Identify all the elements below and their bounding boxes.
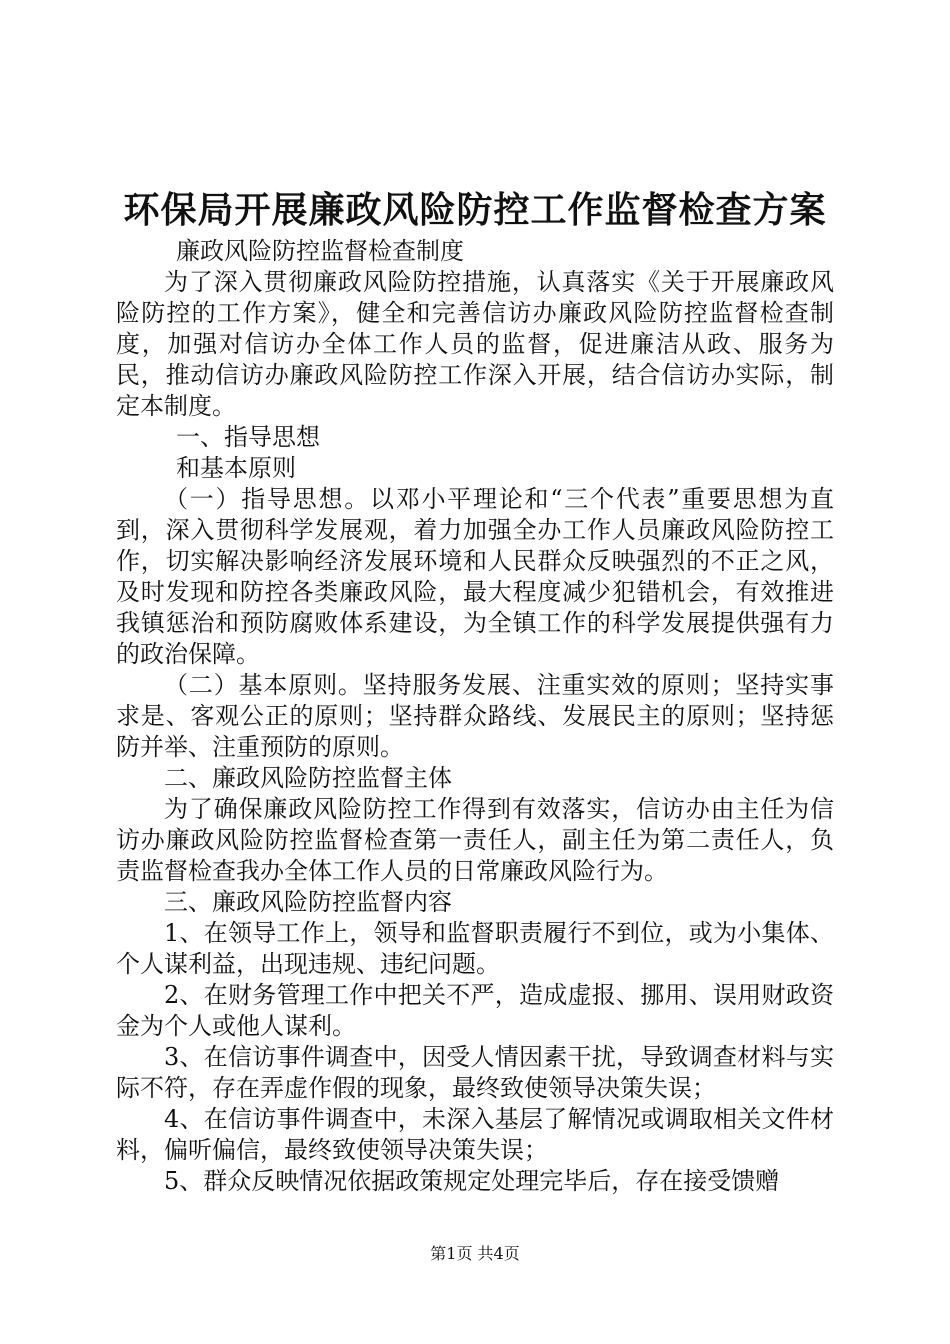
document-title: 环保局开展廉政风险防控工作监督检查方案: [123, 189, 827, 231]
document-body: [116, 236, 834, 1197]
paragraph-guiding-thought: （一）指导思想。以邓小平理论和“三个代表”重要思想为直到，深入贯彻科学发展观，着力加强全办工作人员廉政风险防控工作，切实解决影响经济发展环境和人民群众反映强烈的不正之风，及时发现和防控各类廉政风险，最大程度减少犯错机会，有效推进我镇惩治和预防腐败体系建设，为全镇工作的科学发展提供强有力的政治保障。: [116, 485, 834, 668]
heading-basic-principles: 和基本原则: [176, 454, 296, 482]
paragraph-supervision-subject: 为了确保廉政风险防控工作得到有效落实，信访办由主任为信访办廉政风险防控监督检查第一责任人，副主任为第二责任人，负责监督检查我办全体工作人员的日常廉政风险行为。: [116, 795, 834, 885]
list-item-5: 5、群众反映情况依据政策规定处理完毕后，存在接受馈赠: [164, 1167, 780, 1195]
list-item-3: 3、在信访事件调查中，因受人情因素干扰，导致调查材料与实际不符，存在弄虚作假的现象，最终致使领导决策失误；: [116, 1043, 834, 1102]
page-footer: 第1页 共4页: [430, 1244, 520, 1263]
list-item-2: 2、在财务管理工作中把关不严，造成虚报、挪用、误用财政资金为个人或他人谋利。: [116, 981, 834, 1040]
heading-supervision-content: 三、廉政风险防控监督内容: [164, 888, 452, 916]
heading-guiding-thought: 一、指导思想: [176, 423, 320, 451]
paragraph-intro: 为了深入贯彻廉政风险防控措施，认真落实《关于开展廉政风险防控的工作方案》，健全和完善信访办廉政风险防控监督检查制度，加强对信访办全体工作人员的监督，促进廉洁从政、服务为民，推动信访办廉政风险防控工作深入开展，结合信访办实际，制定本制度。: [116, 268, 834, 420]
heading-supervision-subject: 二、廉政风险防控监督主体: [164, 764, 452, 792]
list-item-1: 1、在领导工作上，领导和监督职责履行不到位，或为小集体、个人谋利益，出现违规、违纪问题。: [116, 919, 834, 978]
list-item-4: 4、在信访事件调查中，未深入基层了解情况或调取相关文件材料，偏听偏信，最终致使领导决策失误；: [116, 1105, 834, 1164]
paragraph-basic-principles: （二）基本原则。坚持服务发展、注重实效的原则；坚持实事求是、客观公正的原则；坚持群众路线、发展民主的原则；坚持惩防并举、注重预防的原则。: [116, 671, 834, 761]
document-subtitle: 廉政风险防控监督检查制度: [176, 237, 464, 265]
